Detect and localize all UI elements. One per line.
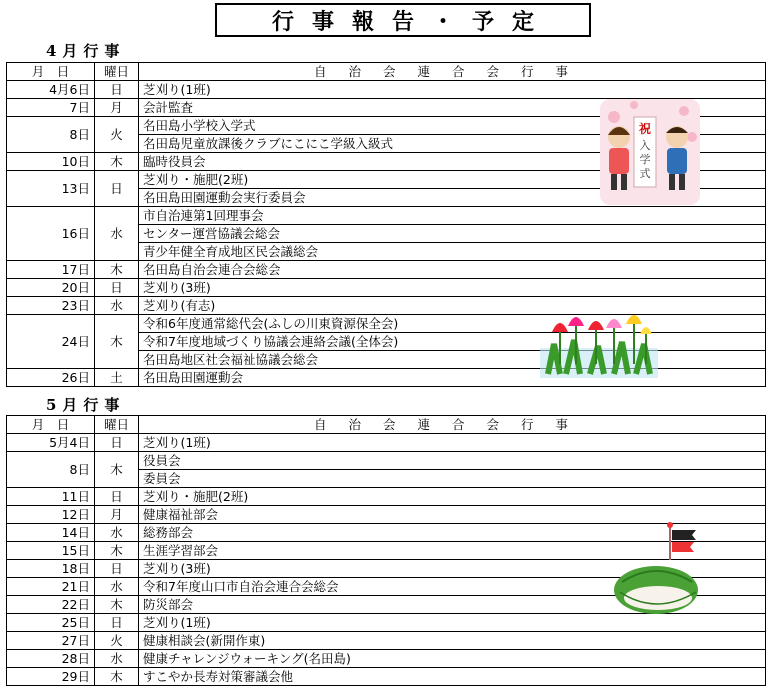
dow-header: 曜日 xyxy=(95,63,139,81)
event-name: 芝刈り(3班) xyxy=(139,279,766,297)
event-date: 23日 xyxy=(7,297,95,315)
event-name: センター運営協議会総会 xyxy=(139,225,766,243)
event-date: 13日 xyxy=(7,171,95,207)
event-day-of-week: 水 xyxy=(95,578,139,596)
tulips-icon xyxy=(540,304,658,378)
table-row xyxy=(7,650,766,668)
event-day-of-week: 日 xyxy=(95,81,139,99)
kashiwa-mochi-carp-streamer-icon xyxy=(612,520,708,616)
event-date: 20日 xyxy=(7,279,95,297)
event-date: 24日 xyxy=(7,315,95,369)
event-day-of-week: 火 xyxy=(95,632,139,650)
event-day-of-week: 土 xyxy=(95,369,139,387)
event-date: 5月4日 xyxy=(7,434,95,452)
event-day-of-week: 木 xyxy=(95,596,139,614)
event-date: 27日 xyxy=(7,632,95,650)
event-day-of-week: 日 xyxy=(95,279,139,297)
event-name: 令和7年度山口市自治会連合会総会 xyxy=(139,578,766,596)
event-day-of-week: 日 xyxy=(95,488,139,506)
event-day-of-week: 木 xyxy=(95,542,139,560)
event-name: 芝刈り(1班) xyxy=(139,614,766,632)
table-row xyxy=(7,668,766,686)
event-day-of-week: 水 xyxy=(95,297,139,315)
event-day-of-week: 木 xyxy=(95,452,139,488)
event-day-of-week: 木 xyxy=(95,153,139,171)
svg-text:式: 式 xyxy=(639,167,651,180)
event-name: 芝刈り(1班) xyxy=(139,81,766,99)
event-name: 名田島田園運動会実行委員会 xyxy=(139,189,766,207)
date-header: 月 日 xyxy=(7,63,95,81)
svg-text:入: 入 xyxy=(639,139,651,152)
event-name: 名田島自治会連合会総会 xyxy=(139,261,766,279)
event-day-of-week: 日 xyxy=(95,434,139,452)
event-name: 臨時役員会 xyxy=(139,153,766,171)
table-row xyxy=(7,452,766,470)
april-heading: 4月行事 xyxy=(46,42,126,60)
event-day-of-week: 水 xyxy=(95,650,139,668)
event-day-of-week: 火 xyxy=(95,117,139,153)
event-date: 4月6日 xyxy=(7,81,95,99)
event-date: 14日 xyxy=(7,524,95,542)
table-row xyxy=(7,434,766,452)
event-name: 名田島児童放課後クラブにこにこ学級入級式 xyxy=(139,135,766,153)
table-row xyxy=(7,81,766,99)
event-day-of-week: 水 xyxy=(95,207,139,261)
table-row xyxy=(7,632,766,650)
event-day-of-week: 月 xyxy=(95,99,139,117)
event-day-of-week: 木 xyxy=(95,261,139,279)
event-day-of-week: 日 xyxy=(95,614,139,632)
event-name: 市自治連第1回理事会 xyxy=(139,207,766,225)
table-row xyxy=(7,279,766,297)
table-row xyxy=(7,207,766,225)
event-name: 芝刈り(3班) xyxy=(139,560,766,578)
event-day-of-week: 日 xyxy=(95,560,139,578)
event-date: 10日 xyxy=(7,153,95,171)
event-name: 名田島小学校入学式 xyxy=(139,117,766,135)
table-row xyxy=(7,488,766,506)
event-name: すこやか長寿対策審議会他 xyxy=(139,668,766,686)
event-name: 生涯学習部会 xyxy=(139,542,766,560)
event-date: 17日 xyxy=(7,261,95,279)
event-name: 令和6年度通常総代会(ふしの川東資源保全会) xyxy=(139,315,766,333)
event-date: 8日 xyxy=(7,452,95,488)
event-name: 防災部会 xyxy=(139,596,766,614)
event-date: 15日 xyxy=(7,542,95,560)
svg-text:祝: 祝 xyxy=(638,122,652,136)
dow-header: 曜日 xyxy=(95,416,139,434)
event-name: 委員会 xyxy=(139,470,766,488)
event-name: 名田島地区社会福祉協議会総会 xyxy=(139,351,766,369)
event-day-of-week: 水 xyxy=(95,524,139,542)
event-date: 29日 xyxy=(7,668,95,686)
event-date: 21日 xyxy=(7,578,95,596)
event-date: 28日 xyxy=(7,650,95,668)
event-date: 25日 xyxy=(7,614,95,632)
event-date: 16日 xyxy=(7,207,95,261)
event-name: 青少年健全育成地区民会議総会 xyxy=(139,243,766,261)
event-name: 芝刈り(有志) xyxy=(139,297,766,315)
event-day-of-week: 日 xyxy=(95,171,139,207)
event-date: 12日 xyxy=(7,506,95,524)
event-name: 総務部会 xyxy=(139,524,766,542)
event-name: 健康チャレンジウォーキング(名田島) xyxy=(139,650,766,668)
event-date: 26日 xyxy=(7,369,95,387)
school-entrance-icon xyxy=(594,97,706,209)
date-header: 月 日 xyxy=(7,416,95,434)
event-date: 11日 xyxy=(7,488,95,506)
event-date: 8日 xyxy=(7,117,95,153)
events-header: 自治会連合会行事 xyxy=(139,416,766,434)
event-day-of-week: 月 xyxy=(95,506,139,524)
events-header: 自治会連合会行事 xyxy=(139,63,766,81)
event-date: 7日 xyxy=(7,99,95,117)
svg-text:学: 学 xyxy=(639,153,651,166)
table-row xyxy=(7,614,766,632)
event-day-of-week: 木 xyxy=(95,668,139,686)
event-name: 名田島田園運動会 xyxy=(139,369,766,387)
may-heading: 5月行事 xyxy=(46,396,126,414)
event-name: 役員会 xyxy=(139,452,766,470)
event-name: 健康福祉部会 xyxy=(139,506,766,524)
event-name: 健康相談会(新開作東) xyxy=(139,632,766,650)
event-name: 芝刈り(1班) xyxy=(139,434,766,452)
table-row xyxy=(7,261,766,279)
event-name: 令和7年度地域づくり協議会連絡会議(全体会) xyxy=(139,333,766,351)
event-name: 芝刈り・施肥(2班) xyxy=(139,171,766,189)
event-name: 会計監査 xyxy=(139,99,766,117)
event-name: 芝刈り・施肥(2班) xyxy=(139,488,766,506)
event-date: 22日 xyxy=(7,596,95,614)
event-date: 18日 xyxy=(7,560,95,578)
event-day-of-week: 木 xyxy=(95,315,139,369)
page-title: 行事報告・予定 xyxy=(215,3,591,37)
